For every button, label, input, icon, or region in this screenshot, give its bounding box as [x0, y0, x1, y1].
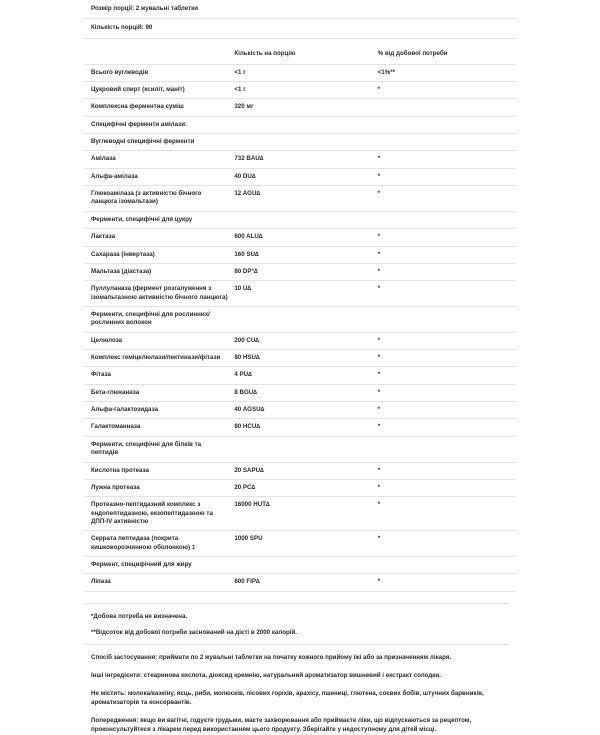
row-ingredient-name: Глюкоамілаза (з активністю бічного ланцюга ізомальтази): [85, 186, 228, 212]
row-amount-per-serving: 12 AGU∆: [228, 186, 371, 212]
servings-per-container-text: Кількість порцій: 90: [85, 19, 515, 38]
table-row: [85, 306, 515, 332]
row-ingredient-name: Вуглеводні специфічні ферменти: [85, 134, 228, 151]
row-ingredient-name: Ферменти, специфічні для білків та пептидів: [85, 436, 228, 462]
row-daily-value: [372, 557, 515, 574]
row-amount-per-serving: 40 DU∆: [228, 168, 371, 185]
row-amount-per-serving: [228, 436, 371, 462]
row-daily-value: *: [372, 263, 515, 280]
row-daily-value: [372, 436, 515, 462]
row-amount-per-serving: 20 PC∆: [228, 479, 371, 496]
footnotes-block: [85, 592, 515, 735]
table-row: [85, 246, 515, 263]
row-daily-value: [372, 134, 515, 151]
row-amount-per-serving: [228, 557, 371, 574]
table-row: [85, 134, 515, 151]
table-row: [85, 574, 515, 591]
info-paragraph: Не містить: молока/казеїну, яєць, риби, молюсків, лісових горіхів, арахісу, пшениці, глютена, соєвих бобів, штучних барвників, ароматизаторів та консервантів.: [91, 689, 484, 707]
table-row: [85, 462, 515, 479]
servings-per-container-row: [85, 19, 515, 38]
column-header-blank: [85, 44, 228, 64]
row-amount-per-serving: [228, 306, 371, 332]
row-amount-per-serving: 4 PU∆: [228, 367, 371, 384]
info-paragraph: Спосіб застосування: приймати по 2 жувальні таблетки на початку кожного прийому їжі або за призначенням лікаря.: [91, 654, 452, 662]
row-daily-value: *: [372, 81, 515, 98]
row-daily-value: *: [372, 402, 515, 419]
table-row: [85, 497, 515, 531]
row-ingredient-name: Целюлоза: [85, 332, 228, 349]
row-amount-per-serving: 600 FIP∆: [228, 574, 371, 591]
row-ingredient-name: Альфа-галактозидаза: [85, 402, 228, 419]
row-daily-value: *: [372, 497, 515, 531]
row-ingredient-name: Ліпаза: [85, 574, 228, 591]
row-amount-per-serving: 600 ALU∆: [228, 229, 371, 246]
row-amount-per-serving: 80 HSU∆: [228, 350, 371, 367]
table-row: [85, 263, 515, 280]
table-row: [85, 419, 515, 436]
row-ingredient-name: Сахараза (інвертаза): [85, 246, 228, 263]
row-ingredient-name: Протеазно-пептидазний комплекс з ендопептидазною, екзопептидазною та ДПП-IV активністю: [85, 497, 228, 531]
serving-size-row: [85, 0, 515, 19]
table-row: [85, 384, 515, 401]
row-daily-value: *: [372, 151, 515, 168]
row-ingredient-name: Ферменти, специфічні для цукру: [85, 211, 228, 228]
row-ingredient-name: Лактаза: [85, 229, 228, 246]
row-daily-value: *: [372, 229, 515, 246]
supplement-facts-table: [85, 0, 515, 592]
row-ingredient-name: Комплексна ферментна суміш: [85, 99, 228, 116]
row-ingredient-name: Цукровий спирт (ксиліт, маніт): [85, 81, 228, 98]
row-amount-per-serving: 160 SU∆: [228, 246, 371, 263]
row-amount-per-serving: [228, 116, 371, 133]
paragraph-divider: [85, 644, 509, 645]
row-daily-value: [372, 211, 515, 228]
row-amount-per-serving: 80 HCU∆: [228, 419, 371, 436]
row-ingredient-name: Ферменти, специфічні для рослинних/рослинних волокон: [85, 306, 228, 332]
row-amount-per-serving: 200 CU∆: [228, 332, 371, 349]
row-amount-per-serving: 40 AGSU∆: [228, 402, 371, 419]
row-amount-per-serving: 8 BGU∆: [228, 384, 371, 401]
row-daily-value: *: [372, 186, 515, 212]
row-ingredient-name: Лужна протеаза: [85, 479, 228, 496]
table-row: [85, 186, 515, 212]
table-row: [85, 350, 515, 367]
row-daily-value: *: [372, 246, 515, 263]
row-daily-value: *: [372, 462, 515, 479]
row-daily-value: *: [372, 367, 515, 384]
info-paragraph: Інші інгредієнти: стеаринова кислота, діоксид кремнію, натуральний ароматизатор вишневий і екстракт солодки.: [91, 672, 441, 679]
row-daily-value: [372, 99, 515, 116]
table-row: [85, 531, 515, 557]
info-paragraph: Попередження: якщо ви вагітні, годуєте грудьми, маєте захворювання або приймаєте ліки, що відпускаються за рецептом, проконсультуйтеся з лікарем перед використанням цього продукту. Зберігайте у недоступному для дітей місці.: [91, 716, 472, 734]
row-amount-per-serving: [228, 134, 371, 151]
row-amount-per-serving: <1 г: [228, 64, 371, 81]
row-ingredient-name: Бета-глюканаза: [85, 384, 228, 401]
row-daily-value: *: [372, 168, 515, 185]
row-daily-value: *: [372, 531, 515, 557]
table-row: [85, 367, 515, 384]
footnote-text: *Добова потреба не визначена.: [91, 612, 188, 620]
table-row: [85, 81, 515, 98]
table-row: [85, 436, 515, 462]
table-row: [85, 332, 515, 349]
footnote-text: **Відсоток від добової потреби заснований на дієті в 2000 калорій.: [91, 629, 298, 637]
row-daily-value: *: [372, 419, 515, 436]
column-header-amount: Кількість на порцію: [228, 44, 371, 64]
table-row: [85, 99, 515, 116]
column-header-row: [85, 44, 515, 64]
row-daily-value: *: [372, 350, 515, 367]
row-daily-value: *: [372, 479, 515, 496]
row-amount-per-serving: [228, 211, 371, 228]
row-ingredient-name: Специфічні ферменти амілази:: [85, 116, 228, 133]
row-ingredient-name: Пуллуланаза (фермент розгалуження з ізомальтазною активністю бічного ланцюга): [85, 281, 228, 307]
table-row: [85, 64, 515, 81]
row-ingredient-name: Мальтаза (діастаза): [85, 263, 228, 280]
row-ingredient-name: Серрата пептидаза (покрита кишковорозчинною оболонкою) ‡: [85, 531, 228, 557]
table-row: [85, 116, 515, 133]
row-amount-per-serving: 16000 HUT∆: [228, 497, 371, 531]
facts-panel: [85, 0, 515, 592]
row-daily-value: *: [372, 574, 515, 591]
table-row: [85, 402, 515, 419]
table-row: [85, 211, 515, 228]
row-daily-value: *: [372, 384, 515, 401]
row-amount-per-serving: 1000 SPU: [228, 531, 371, 557]
row-daily-value: [372, 306, 515, 332]
table-row: [85, 281, 515, 307]
table-row: [85, 479, 515, 496]
row-daily-value: *: [372, 332, 515, 349]
facts-table-body: [85, 0, 515, 591]
row-ingredient-name: Всього вуглеводів: [85, 64, 228, 81]
row-ingredient-name: Амілаза: [85, 151, 228, 168]
row-ingredient-name: Комплекс геміцелюлази/пектинази/фітази: [85, 350, 228, 367]
table-row: [85, 151, 515, 168]
row-daily-value: <1%**: [372, 64, 515, 81]
row-amount-per-serving: 732 BAU∆: [228, 151, 371, 168]
table-row: [85, 229, 515, 246]
row-ingredient-name: Фермент, специфічний для жиру: [85, 557, 228, 574]
row-amount-per-serving: 10 U∆: [228, 281, 371, 307]
table-row: [85, 168, 515, 185]
row-ingredient-name: Фітаза: [85, 367, 228, 384]
row-ingredient-name: Альфа-амілаза: [85, 168, 228, 185]
row-amount-per-serving: 320 мг: [228, 99, 371, 116]
row-amount-per-serving: 20 SAPU∆: [228, 462, 371, 479]
table-row: [85, 557, 515, 574]
row-ingredient-name: Галактоманназа: [85, 419, 228, 436]
row-amount-per-serving: 80 DP°∆: [228, 263, 371, 280]
row-daily-value: *: [372, 281, 515, 307]
serving-size-text: Розмір порції: 2 жувальні таблетки: [85, 0, 515, 19]
footnote-divider: [85, 603, 509, 604]
row-amount-per-serving: <1 г: [228, 81, 371, 98]
row-daily-value: [372, 116, 515, 133]
row-ingredient-name: Кислотна протеаза: [85, 462, 228, 479]
column-header-daily-value: % від добової потреби: [372, 44, 515, 64]
